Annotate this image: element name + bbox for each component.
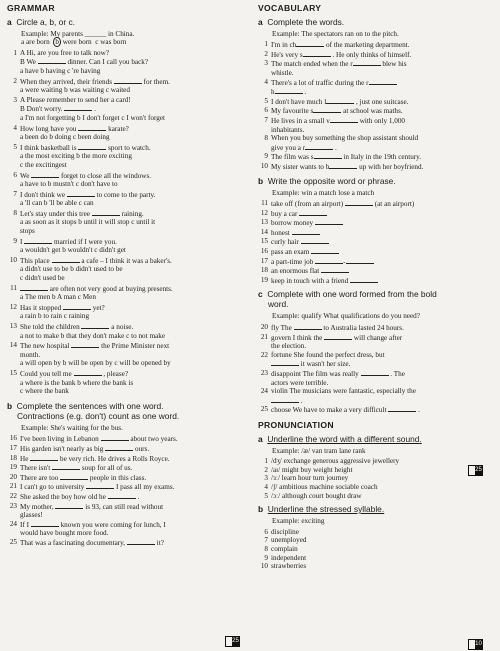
question-text: take off (from an airport) (at an airport) <box>271 200 415 209</box>
answer-blank[interactable] <box>60 473 88 480</box>
question-item <box>258 457 493 466</box>
question-item <box>258 351 493 369</box>
question-number: 23 <box>260 369 268 377</box>
answer-blank[interactable] <box>305 143 333 150</box>
question-item <box>258 323 493 333</box>
question-item <box>258 209 493 219</box>
answer-options[interactable]: a will open by b will be open by c will be opened by <box>20 359 171 368</box>
question-number: 5 <box>264 491 268 500</box>
vocab-b-example: Example: win a match lose a match <box>272 188 375 197</box>
answer-blank[interactable] <box>301 237 329 244</box>
question-number: 10 <box>260 161 268 170</box>
question-text: buy a car <box>271 209 493 219</box>
question-text: The match ended when the r blew his whistle. <box>271 60 407 77</box>
question-number: 8 <box>264 134 268 143</box>
question-item <box>258 405 493 415</box>
question-item <box>258 483 493 492</box>
mc-question <box>7 96 247 114</box>
question-text: I've been living in Lebanon about two years. <box>20 435 178 444</box>
grammar-a-example: Example: My parents ______ in China. a are born b were born c was born <box>21 29 135 47</box>
mc-question <box>7 124 247 134</box>
answer-blank[interactable] <box>31 520 59 527</box>
question-number: 10 <box>9 255 17 264</box>
question-text: /dʒ/ exchange generous aggressive jewellery <box>271 457 400 466</box>
answer-blank[interactable] <box>271 359 299 366</box>
question-number: 17 <box>260 256 268 265</box>
question-number: 9 <box>264 553 268 562</box>
question-number: 11 <box>261 199 268 208</box>
grammar-heading: GRAMMAR <box>7 3 55 13</box>
question-text: His garden isn't nearly as big ours. <box>20 444 150 453</box>
mc-question <box>7 341 247 359</box>
answer-options[interactable]: a 'll can b 'll be able c can <box>20 199 94 208</box>
vocab-c-items <box>258 323 493 415</box>
question-number: 4 <box>13 123 17 132</box>
mc-question <box>7 190 247 200</box>
question-item <box>7 538 247 548</box>
answer-blank[interactable] <box>67 190 95 197</box>
answer-blank[interactable] <box>294 323 322 330</box>
question-number: 4 <box>264 482 268 491</box>
question-text: He lives in a small v with only 1,000 inhabitants. <box>271 116 406 134</box>
question-number: 8 <box>13 208 17 217</box>
question-text: That was a fascinating documentary, it? <box>20 538 164 547</box>
question-text: I think basketball is sport to watch. <box>20 143 151 152</box>
question-text: A Hi, are you free to talk now? B We dinner. Can I call you back? <box>20 48 149 67</box>
question-item <box>258 106 493 116</box>
question-text: How long have you karate? <box>20 124 129 133</box>
pronunciation-heading: PRONUNCIATION <box>258 419 334 430</box>
question-item <box>258 536 493 545</box>
question-number: 9 <box>264 152 268 161</box>
answer-blank[interactable] <box>369 78 397 85</box>
answer-blank[interactable] <box>52 256 80 263</box>
question-item <box>258 554 493 563</box>
question-number: 13 <box>260 218 268 227</box>
answer-blank[interactable] <box>30 454 58 461</box>
mc-question <box>7 77 247 87</box>
answer-blank[interactable] <box>292 228 320 235</box>
answer-options[interactable]: a wouldn't get b wouldn't c didn't get <box>20 246 126 255</box>
question-text: Could you tell me , please? <box>20 369 129 378</box>
question-item <box>258 474 493 483</box>
pron-a-example: Example: /æ/ van tram lane rank <box>272 446 366 455</box>
question-text: A Please remember to send her a card! B Don't worry. . <box>20 95 131 114</box>
question-item <box>258 257 493 267</box>
answer-blank[interactable] <box>78 124 106 131</box>
question-number: 1 <box>264 40 268 49</box>
mc-question <box>7 284 247 294</box>
answer-options[interactable]: a rain b to rain c raining <box>20 312 90 321</box>
mc-question <box>7 49 247 67</box>
question-number: 8 <box>264 544 268 553</box>
question-item <box>258 228 493 238</box>
question-number: 3 <box>264 474 268 483</box>
question-number: 2 <box>264 49 268 58</box>
question-text: /ɔː/ although court bought draw <box>271 491 362 500</box>
answer-blank[interactable] <box>350 276 378 283</box>
question-number: 17 <box>9 443 17 452</box>
question-item <box>7 482 247 492</box>
question-text: There's a lot of traffic during the r h . <box>271 78 493 97</box>
question-item <box>7 492 247 502</box>
question-number: 10 <box>260 562 268 571</box>
vocab-a-items <box>258 40 493 171</box>
question-number: 5 <box>13 142 17 151</box>
pron-b-instruction: b Underline the stressed syllable. <box>258 504 385 515</box>
question-item <box>258 276 493 286</box>
answer-blank[interactable] <box>345 199 373 206</box>
answer-blank[interactable] <box>329 162 357 169</box>
question-number: 22 <box>260 350 268 359</box>
circled-answer: b <box>55 38 59 47</box>
question-text: The film was s in Italy in the 19th century. <box>271 153 422 162</box>
answer-blank[interactable] <box>271 396 299 403</box>
question-item <box>7 463 247 473</box>
question-item <box>258 387 493 405</box>
answer-blank[interactable] <box>92 209 120 216</box>
question-text: My mother, is 93, can still read without glasses! <box>20 502 164 520</box>
question-item <box>7 454 247 464</box>
answer-options[interactable]: a have to b mustn't c don't have to <box>20 180 118 189</box>
answer-blank[interactable] <box>315 257 343 264</box>
question-text: an enormous flat <box>271 266 493 276</box>
vocab-c-example: Example: qualify What qualifications do you need? <box>272 312 420 321</box>
mc-question <box>7 143 247 153</box>
answer-blank[interactable] <box>303 50 331 57</box>
question-item <box>258 492 493 501</box>
answer-blank[interactable] <box>326 97 354 104</box>
vocab-a-instruction: a Complete the words. <box>258 16 345 27</box>
grammar-a-items <box>7 49 247 396</box>
question-text: If I known you were coming for lunch, I would have bought more food. <box>20 520 166 538</box>
question-number: 6 <box>264 527 268 536</box>
answer-blank[interactable] <box>311 247 339 254</box>
vocab-b-items <box>258 199 493 285</box>
answer-options[interactable]: a I'm not forgetting b I don't forget c I won't forget <box>20 113 166 122</box>
question-number: 3 <box>13 95 17 104</box>
question-text: unemployed <box>271 536 307 545</box>
question-text: He's very s . He only thinks of himself. <box>271 50 412 59</box>
question-text: She told the children a noise. <box>20 323 134 331</box>
question-text: I'm in ch of the marketing department. <box>271 41 410 50</box>
question-number: 14 <box>260 227 268 236</box>
question-item <box>258 162 493 172</box>
answer-blank[interactable] <box>71 341 99 348</box>
question-number: 13 <box>9 322 17 330</box>
question-text: I married if I were you. <box>20 237 117 246</box>
answer-blank[interactable] <box>24 237 52 244</box>
question-item <box>258 199 493 209</box>
grammar-b-items <box>7 434 247 547</box>
vocab-a-example: Example: The spectators ran on to the pitch. <box>272 29 399 38</box>
question-number: 19 <box>9 463 17 472</box>
answer-blank[interactable] <box>321 266 349 273</box>
vocab-b-instruction: b Write the opposite word or phrase. <box>258 175 396 186</box>
question-number: 12 <box>260 208 268 217</box>
question-text: There isn't soup for all of us. <box>20 464 133 473</box>
question-number: 4 <box>264 77 268 86</box>
vocab-c-instruction: c Complete with one word formed from the bold word. <box>258 289 437 310</box>
answer-blank[interactable] <box>127 538 155 545</box>
question-text: curly hair <box>271 237 493 247</box>
question-item <box>258 369 493 387</box>
answer-blank[interactable] <box>74 369 102 376</box>
question-number: 22 <box>9 491 17 500</box>
question-text: pass an exam <box>271 247 493 257</box>
question-text: The new hospital the Prime Minister next month. <box>20 342 170 359</box>
pron-a-instruction: a Underline the word with a different sound. <box>258 433 422 444</box>
question-item <box>7 473 247 483</box>
question-text: a part-time job - <box>271 257 493 267</box>
grammar-column <box>7 4 247 547</box>
answer-blank[interactable] <box>108 492 136 499</box>
question-number: 2 <box>13 76 17 85</box>
answer-blank[interactable] <box>314 152 342 159</box>
question-number: 20 <box>9 472 17 481</box>
question-number: 2 <box>264 465 268 474</box>
grammar-b-example: Example: She's waiting for the bus. <box>21 423 123 432</box>
question-number: 18 <box>9 453 17 462</box>
question-item <box>258 59 493 77</box>
question-number: 16 <box>260 247 268 256</box>
answer-blank[interactable] <box>324 333 352 340</box>
question-number: 15 <box>260 237 268 246</box>
question-item <box>258 266 493 276</box>
pronunciation-score-box: 10 <box>468 639 483 650</box>
answer-blank[interactable] <box>63 303 91 310</box>
question-text: /ʃ/ ambitious machine sociable coach <box>271 482 378 491</box>
answer-options[interactable]: a didn't use to be b didn't used to be c didn't used be <box>20 265 123 283</box>
question-text: /ɜː/ learn hour turn journey <box>271 474 349 483</box>
question-text: Let's stay under this tree raining. <box>20 209 144 218</box>
answer-blank[interactable] <box>101 434 129 441</box>
question-item <box>258 97 493 107</box>
question-item <box>258 247 493 257</box>
question-text: honest <box>271 228 493 238</box>
answer-blank[interactable] <box>361 369 389 376</box>
answer-blank[interactable] <box>64 104 92 111</box>
question-text: choose We have to make a very difficult . <box>271 406 420 415</box>
question-text: fly The to Australia lasted 24 hours. <box>271 324 404 333</box>
question-item <box>258 237 493 247</box>
question-number: 21 <box>260 332 268 341</box>
answer-blank[interactable] <box>78 143 106 150</box>
question-item <box>258 545 493 554</box>
question-text: This place a cafe – I think it was a baker's. <box>20 256 172 265</box>
vocabulary-heading: VOCABULARY <box>258 3 322 13</box>
question-number: 6 <box>13 170 17 179</box>
answer-blank[interactable] <box>86 482 114 489</box>
answer-options[interactable]: a as soon as it stops b until it will stop c until it stops <box>20 218 156 236</box>
question-text: There are too people in this class. <box>20 473 147 482</box>
question-item <box>258 466 493 475</box>
mc-question <box>7 303 247 313</box>
question-text: disappoint The film was really . The actors were terrible. <box>271 370 405 387</box>
question-item <box>258 562 493 571</box>
answer-blank[interactable] <box>330 116 358 123</box>
grammar-b-instruction: b Complete the sentences with one word. Contractions (e.g. don't) count as one word. <box>7 400 180 421</box>
question-text: violin The musicians were fantastic, especially the . <box>271 387 416 405</box>
pron-b-example: Example: exciting <box>272 517 325 526</box>
answer-blank[interactable] <box>31 171 59 178</box>
answer-blank[interactable] <box>81 322 109 329</box>
question-text: /aɪ/ might buy weight height <box>271 465 353 474</box>
answer-blank[interactable] <box>353 59 381 66</box>
answer-blank[interactable] <box>52 463 80 470</box>
mc-question <box>7 171 247 181</box>
question-item <box>7 520 247 538</box>
question-text: are often not very good at buying presents. <box>20 284 247 294</box>
question-text: discipline <box>271 527 299 536</box>
question-number: 1 <box>264 457 268 466</box>
answer-options[interactable]: a been do b doing c been doing <box>20 133 110 142</box>
question-text: strawberries <box>271 562 307 571</box>
question-number: 19 <box>260 275 268 284</box>
mc-question <box>7 369 247 379</box>
answer-blank[interactable] <box>299 209 327 216</box>
question-text: independent <box>271 553 307 562</box>
question-item <box>258 40 493 50</box>
question-item <box>258 333 493 351</box>
question-text: When you buy something the shop assistant should give you a r . <box>271 134 419 152</box>
answer-blank[interactable] <box>315 218 343 225</box>
question-text: I don't have much l , just one suitcase. <box>271 97 409 106</box>
question-text: She asked the boy how old he . <box>20 492 140 501</box>
answer-options[interactable]: a where is the bank b where the bank is c where the bank <box>20 378 134 396</box>
question-number: 25 <box>260 405 268 414</box>
question-text: When they arrived, their friends for them. <box>20 77 170 86</box>
question-item <box>258 218 493 228</box>
answer-blank[interactable] <box>105 444 133 451</box>
question-text: fortune She found the perfect dress, but it wasn't her size. <box>271 350 385 369</box>
answer-blank[interactable] <box>55 502 83 509</box>
answer-blank[interactable] <box>296 40 324 47</box>
question-number: 7 <box>264 115 268 124</box>
vocabulary-score-box: 25 <box>468 465 483 476</box>
question-item <box>258 152 493 162</box>
question-item <box>7 502 247 520</box>
answer-options[interactable]: a not to make b that they don't make c to not make <box>20 331 166 340</box>
question-text: complain <box>271 544 298 553</box>
question-number: 14 <box>9 341 17 350</box>
answer-blank[interactable] <box>388 405 416 412</box>
question-item <box>258 116 493 134</box>
question-number: 24 <box>260 387 268 396</box>
mc-question <box>7 322 247 332</box>
answer-blank[interactable] <box>346 257 374 264</box>
question-number: 6 <box>264 106 268 115</box>
question-number: 5 <box>264 96 268 105</box>
question-text: My sister wants to b up with her boyfriend. <box>271 162 424 171</box>
answer-blank[interactable] <box>38 57 66 64</box>
question-number: 18 <box>260 266 268 275</box>
answer-options[interactable]: a were waiting b was waiting c waited <box>20 86 130 95</box>
question-text: I don't think we to come to the party. <box>20 190 156 199</box>
grammar-score-box: 25 <box>225 636 240 647</box>
question-number: 12 <box>9 302 17 311</box>
answer-blank[interactable] <box>275 87 303 94</box>
question-item <box>258 50 493 60</box>
question-item <box>258 528 493 537</box>
question-number: 20 <box>260 323 268 332</box>
question-text: borrow money <box>271 218 493 228</box>
question-text: My favourite s at school was maths. <box>271 107 403 116</box>
answer-options[interactable]: a The men b A man c Men <box>20 293 96 302</box>
question-number: 24 <box>9 519 17 528</box>
question-text: We forget to close all the windows. <box>20 171 152 180</box>
question-text: govern I think the will change after the election. <box>271 333 403 351</box>
question-text: I can't go to university I pass all my exams. <box>20 483 175 492</box>
question-number: 7 <box>13 189 17 198</box>
question-number: 9 <box>13 236 17 245</box>
question-number: 23 <box>9 501 17 510</box>
answer-blank[interactable] <box>20 284 48 291</box>
question-number: 25 <box>9 537 17 546</box>
question-number: 21 <box>9 482 17 491</box>
question-number: 16 <box>9 434 17 443</box>
pron-a-items <box>258 457 493 500</box>
vocabulary-column <box>258 4 493 571</box>
question-item <box>7 444 247 454</box>
answer-blank[interactable] <box>114 77 142 84</box>
question-text: Has it stopped yet? <box>20 303 105 312</box>
question-item <box>7 434 247 444</box>
mc-question <box>7 237 247 247</box>
question-number: 3 <box>264 59 268 68</box>
mc-question <box>7 256 247 266</box>
answer-options[interactable]: a the most exciting b the more exciting c the excitingest <box>20 152 132 169</box>
question-item <box>258 134 493 152</box>
question-item <box>258 78 493 97</box>
question-number: 15 <box>9 368 17 377</box>
answer-blank[interactable] <box>313 106 341 113</box>
question-number: 11 <box>10 283 17 292</box>
question-number: 1 <box>13 48 17 57</box>
question-text: He be very rich. He drives a Rolls Royce. <box>20 454 170 463</box>
mc-question <box>7 209 247 219</box>
grammar-a-instruction: a Circle a, b, or c. <box>7 16 75 27</box>
question-text: keep in touch with a friend <box>271 276 493 286</box>
pron-b-items <box>258 528 493 571</box>
answer-options[interactable]: a have b having c 're having <box>20 66 101 75</box>
question-number: 7 <box>264 536 268 545</box>
